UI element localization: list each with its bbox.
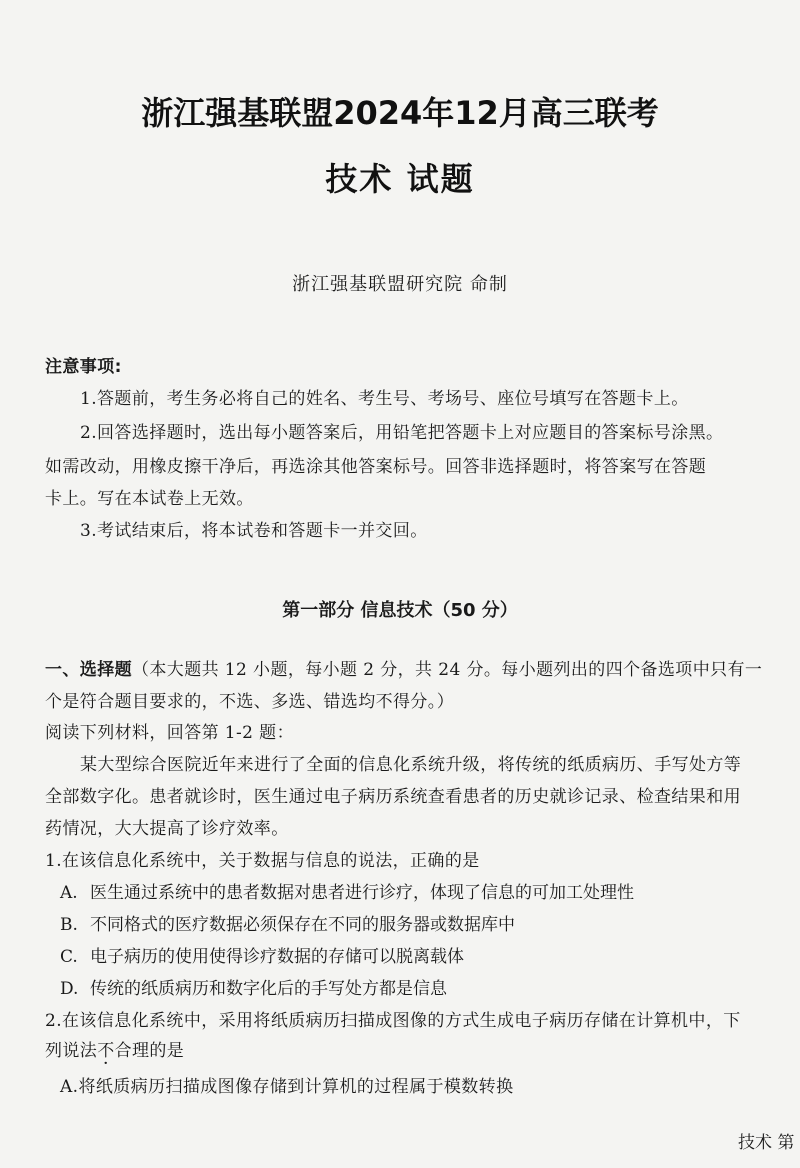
option-text: 不同格式的医疗数据必须保存在不同的服务器或数据库中	[90, 915, 515, 935]
material-line-1: 某大型综合医院近年来进行了全面的信息化系统升级，将传统的纸质病历、手写处方等	[80, 755, 742, 775]
material-line-2: 全部数字化。患者就诊时，医生通过电子病历系统查看患者的历史就诊记录、检查结果和用	[45, 787, 741, 807]
question-2-stem-line-1: 2.在该信息化系统中，采用将纸质病历扫描成图像的方式生成电子病历存储在计算机中，下	[45, 1011, 741, 1031]
choice-intro-1: （本大题共 12 小题，每小题 2 分，共 24 分。每小题列出的四个备选项中只有一	[132, 660, 763, 680]
option-text: 传统的纸质病历和数字化后的手写处方都是信息	[90, 979, 447, 999]
q1-option-c	[60, 942, 464, 967]
option-label: B.	[60, 915, 78, 935]
question-2-stem-line-2	[45, 1036, 184, 1061]
stem-text: 合理的是	[114, 1041, 185, 1061]
reading-instruction: 阅读下列材料，回答第 1-2 题：	[45, 723, 294, 743]
notice-heading: 注意事项:	[45, 357, 122, 377]
emphasis-mark: 不	[97, 1041, 115, 1061]
notice-line-3: 如需改动，用橡皮擦干净后，再选涂其他答案标号。回答非选择题时，将答案写在答题	[45, 457, 707, 477]
choice-intro-line-1	[45, 655, 762, 680]
choice-label: 一、选择题	[45, 660, 132, 680]
question-1-stem: 1.在该信息化系统中，关于数据与信息的说法，正确的是	[45, 851, 480, 871]
issuer-line: 浙江强基联盟研究院 命制	[292, 274, 508, 295]
option-label: C.	[60, 947, 78, 967]
notice-line-1: 1.答题前，考生务必将自己的姓名、考生号、考场号、座位号填写在答题卡上。	[80, 389, 689, 409]
q2-option-a: A.将纸质病历扫描成图像存储到计算机的过程属于模数转换	[60, 1077, 514, 1097]
notice-line-2: 2.回答选择题时，选出每小题答案后，用铅笔把答题卡上对应题目的答案标号涂黑。	[80, 423, 724, 443]
q1-option-a	[60, 878, 634, 903]
choice-intro-2: 个是符合题目要求的，不选、多选、错选均不得分。）	[45, 692, 455, 712]
material-line-3: 药情况，大大提高了诊疗效率。	[45, 819, 289, 839]
stem-text: 列说法	[45, 1041, 98, 1061]
notice-line-5: 3.考试结束后，将本试卷和答题卡一并交回。	[80, 521, 428, 541]
notice-line-4: 卡上。写在本试卷上无效。	[45, 489, 254, 509]
option-label: D.	[60, 979, 79, 999]
page-footer: 技术 第	[738, 1133, 795, 1153]
option-text: 医生通过系统中的患者数据对患者进行诊疗，体现了信息的可加工处理性	[90, 883, 634, 903]
q1-option-b	[60, 910, 515, 935]
exam-subject: 技术 试题	[325, 160, 475, 198]
q1-option-d	[60, 974, 447, 999]
section-title: 第一部分 信息技术（50 分）	[282, 600, 518, 621]
exam-title: 浙江强基联盟2024年12月高三联考	[141, 94, 659, 132]
option-text: 电子病历的使用使得诊疗数据的存储可以脱离载体	[90, 947, 464, 967]
option-label: A.	[60, 883, 78, 903]
